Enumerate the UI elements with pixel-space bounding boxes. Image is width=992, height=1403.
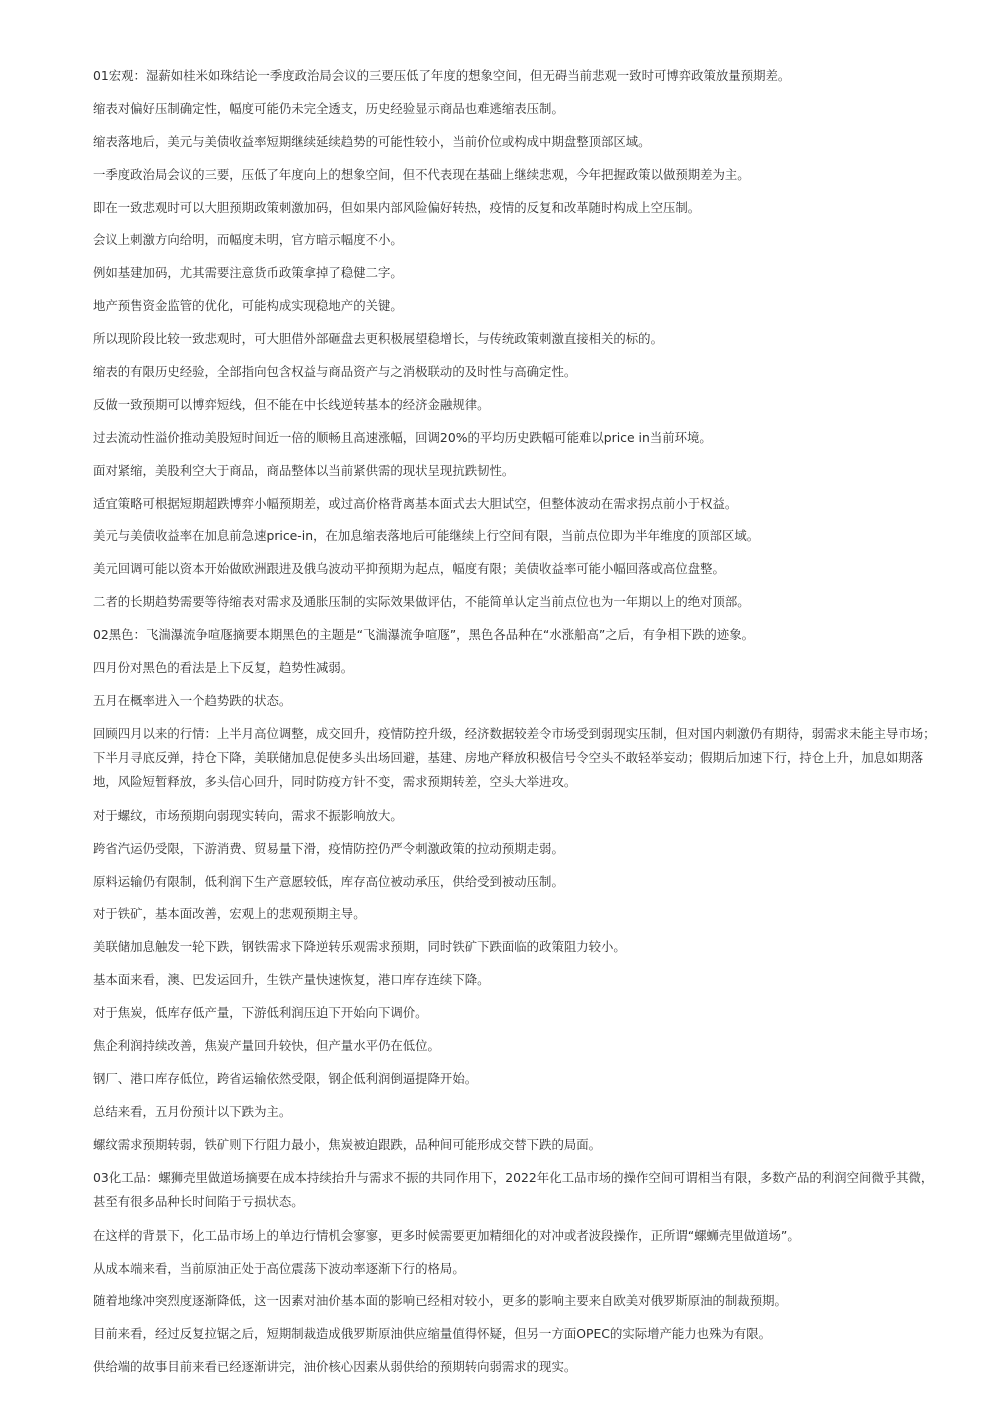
paragraph: 对于螺纹，市场预期向弱现实转向，需求不振影响放大。 [93,807,403,823]
paragraph: 美元回调可能以资本开始做欧洲跟进及俄乌波动平抑预期为起点，幅度有限；美债收益率可能小幅回落或高位盘整。 [93,561,725,577]
paragraph: 美联储加息触发一轮下跌，钢铁需求下降逆转乐观需求预期，同时铁矿下跌面临的政策阻力较小。 [93,939,626,955]
paragraph: 缩表对偏好压制确定性，幅度可能仍未完全透支，历史经验显示商品也难逃缩表压制。 [93,100,564,116]
paragraph: 从成本端来看，当前原油正处于高位震荡下波动率逐渐下行的格局。 [93,1260,465,1276]
paragraph: 螺纹需求预期转弱，铁矿则下行阻力最小，焦炭被迫跟跌，品种间可能形成交替下跌的局面。 [93,1136,602,1152]
paragraph: 反做一致预期可以博弈短线，但不能在中长线逆转基本的经济金融规律。 [93,396,490,412]
paragraph-black-heading: 02黑色：飞湍瀑流争喧豗摘要本期黑色的主题是“飞湍瀑流争喧豗”，黑色各品种在“水涨船高”之后，有争相下跌的迹象。 [93,627,754,643]
paragraph: 二者的长期趋势需要等待缩表对需求及通胀压制的实际效果做评估，不能简单认定当前点位也为一年期以上的绝对顶部。 [93,594,750,610]
paragraph: 所以现阶段比较一致悲观时，可大胆借外部砸盘去更积极展望稳增长，与传统政策刺激直接相关的标的。 [93,331,663,347]
paragraph: 总结来看，五月份预计以下跌为主。 [93,1103,292,1119]
paragraph: 对于铁矿，基本面改善，宏观上的悲观预期主导。 [93,906,366,922]
paragraph: 会议上刺激方向给明，而幅度未明，官方暗示幅度不小。 [93,232,403,248]
paragraph: 美元与美债收益率在加息前急速price-in，在加息缩表落地后可能继续上行空间有限，当前点位即为半年维度的顶部区域。 [93,528,760,544]
document-page [93,66,945,1390]
paragraph: 焦企利润持续改善，焦炭产量回升较快，但产量水平仍在低位。 [93,1038,440,1054]
paragraph: 目前来看，经过反复拉锯之后，短期制裁造成俄罗斯原油供应缩量值得怀疑，但另一方面OPEC的实际增产能力也殊为有限。 [93,1326,772,1342]
paragraph: 缩表的有限历史经验，全部指向包含权益与商品资产与之消极联动的及时性与高确定性。 [93,364,577,380]
paragraph-review: 回顾四月以来的行情：上半月高位调整，成交回升，疫情防控升级，经济数据较差令市场受到弱现实压制，但对国内刺激仍有期待，弱需求未能主导市场；下半月寻底反弹，持仓下降，美联储加息促使多头出场回避，基建、房地产释放积极信号令空头不敢轻举妄动；假期后加速下行，持仓上升，加息如期落地，风险短暂释放，多头信心回升，同时防疫方针不变，需求预期转差，空头大举进攻。 [93,725,936,789]
paragraph: 一季度政治局会议的三要，压低了年度向上的想象空间，但不代表现在基础上继续悲观，今年把握政策以做预期差为主。 [93,166,750,182]
paragraph: 在这样的背景下，化工品市场上的单边行情机会寥寥，更多时候需要更加精细化的对冲或者波段操作，正所谓“螺蛳壳里做道场”。 [93,1227,800,1243]
paragraph: 过去流动性溢价推动美股短时间近一倍的顺畅且高速涨幅，回调20%的平均历史跌幅可能难以price in当前环境。 [93,429,712,445]
paragraph: 面对紧缩，美股利空大于商品，商品整体以当前紧供需的现状呈现抗跌韧性。 [93,462,515,478]
paragraph: 四月份对黑色的看法是上下反复，趋势性减弱。 [93,660,354,676]
paragraph: 原料运输仍有限制，低利润下生产意愿较低，库存高位被动承压，供给受到被动压制。 [93,873,564,889]
paragraph: 例如基建加码，尤其需要注意货币政策拿掉了稳健二字。 [93,265,403,281]
paragraph: 即在一致悲观时可以大胆预期政策刺激加码，但如果内部风险偏好转热，疫情的反复和改革随时构成上空压制。 [93,199,701,215]
paragraph-macro-heading: 01宏观：湿薪如桂米如珠结论一季度政治局会议的三要压低了年度的想象空间，但无碍当前悲观一致时可博弈政策放量预期差。 [93,68,791,83]
paragraph: 地产预售资金监管的优化，可能构成实现稳地产的关键。 [93,298,403,314]
paragraph-chemical-heading: 03化工品：螺狮壳里做道场摘要在成本持续抬升与需求不振的共同作用下，2022年化工品市场的操作空间可谓相当有限，多数产品的利润空间微乎其微，甚至有很多品种长时间陷于亏损状态。 [93,1169,934,1209]
paragraph: 跨省汽运仍受限，下游消费、贸易量下滑，疫情防控仍严令刺激政策的拉动预期走弱。 [93,840,564,856]
paragraph: 对于焦炭，低库存低产量，下游低利润压迫下开始向下调价。 [93,1005,428,1021]
paragraph: 缩表落地后，美元与美债收益率短期继续延续趋势的可能性较小，当前价位或构成中期盘整顶部区域。 [93,133,651,149]
paragraph: 五月在概率进入一个趋势跌的状态。 [93,692,292,708]
paragraph: 钢厂、港口库存低位，跨省运输依然受限，钢企低利润倒逼提降开始。 [93,1070,478,1086]
paragraph: 供给端的故事目前来看已经逐渐讲完，油价核心因素从弱供给的预期转向弱需求的现实。 [93,1359,577,1375]
paragraph: 适宜策略可根据短期超跌博弈小幅预期差，或过高价格背离基本面式去大胆试空，但整体波动在需求拐点前小于权益。 [93,495,738,511]
paragraph: 基本面来看，澳、巴发运回升，生铁产量快速恢复，港口库存连续下降。 [93,972,490,988]
paragraph: 随着地缘冲突烈度逐渐降低，这一因素对油价基本面的影响已经相对较小，更多的影响主要来自欧美对俄罗斯原油的制裁预期。 [93,1293,787,1309]
